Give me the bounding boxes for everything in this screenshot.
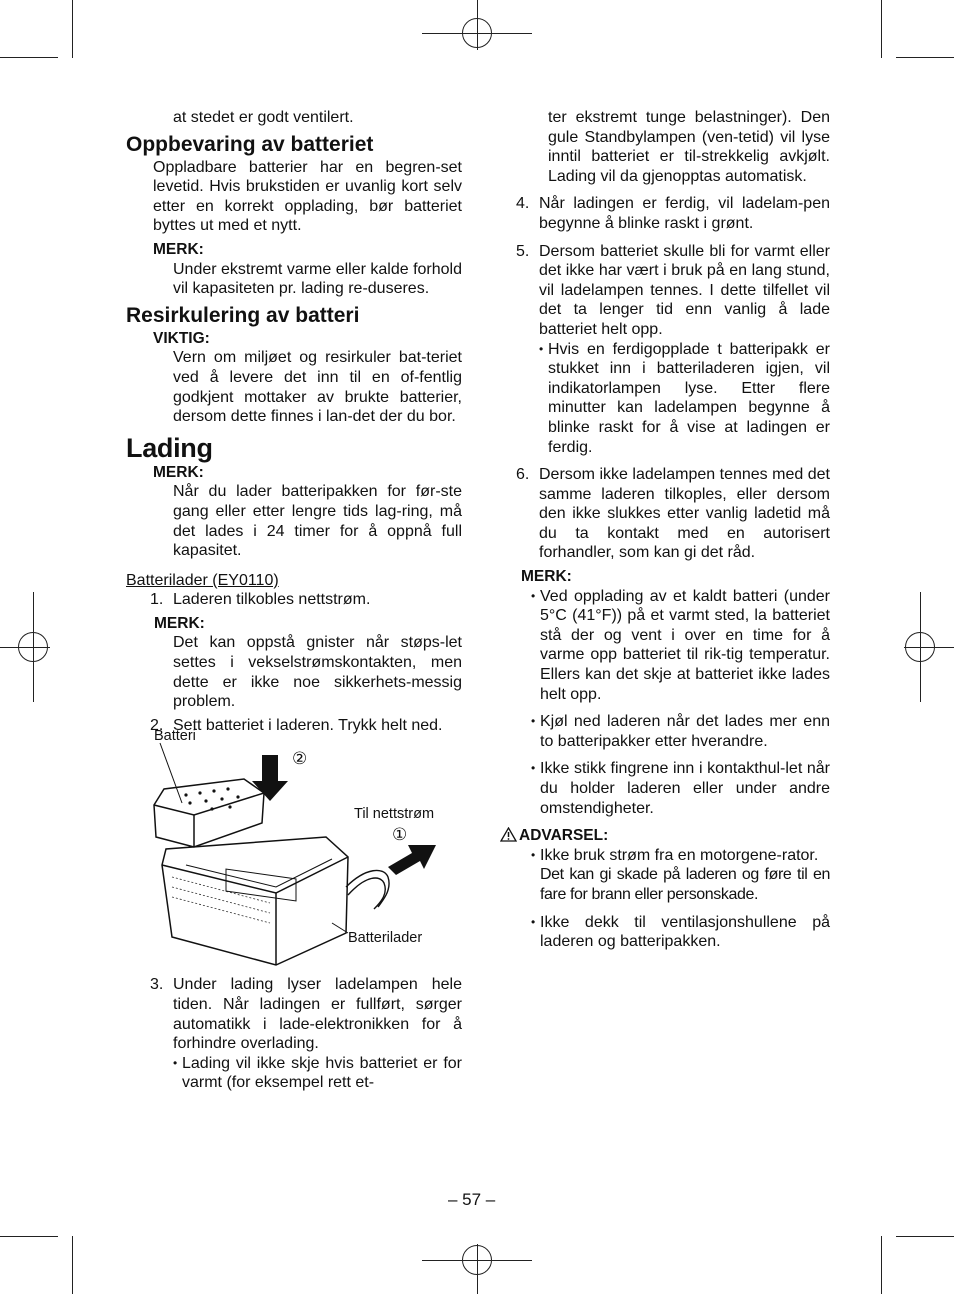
step-number: 2. <box>150 716 164 734</box>
step-text: Når ladingen er ferdig, vil ladelam-pen begynne å blinke raskt i grønt. <box>539 195 830 232</box>
heading-recycling: Resirkulering av batteri <box>126 303 360 327</box>
page-number: – 57 – <box>448 1190 496 1209</box>
bullet-dot: • <box>531 761 536 776</box>
step-4 <box>498 194 830 233</box>
charging-note-label: MERK: <box>153 463 204 481</box>
registration-circle <box>462 18 492 48</box>
crop-mark <box>0 1236 58 1237</box>
step1-note-body: Det kan oppstå gnister når støps-let settes i vekselstrømskontakten, men dette er ikke noe sikkerhets-messig problem. <box>173 634 462 711</box>
bullet-text: Hvis en ferdigopplade t batteripakk er stukket inn i batteriladeren igjen, vil indikatorlampen lyse. Etter flere minutter kan ladelampen begynne å blinke raskt for å vise at ladingen er ferdig. <box>548 340 830 456</box>
charger-title: Batterilader (EY0110) <box>126 571 279 589</box>
step1-note-label: MERK: <box>154 614 205 632</box>
step-text: Dersom ikke ladelampen tennes med det samme laderen tilkoples, eller dersom den ikke slukkes etter vanlig ladetid må du ta kontakt med en autorisert forhandler, som kan gi det råd. <box>539 466 830 562</box>
crop-mark <box>0 57 58 58</box>
step-3 <box>126 975 462 1053</box>
recycling-body: Vern om miljøet og resirkuler bat-teriet ved å levere det inn til en of-fentlig godkjent mottaker av brukte batterier, dersom dette finnes i lan-det der du bor. <box>173 349 462 426</box>
bullet-dot: • <box>173 1055 178 1070</box>
left-column <box>126 108 462 1093</box>
registration-circle <box>18 632 48 662</box>
note-label: MERK: <box>521 568 572 586</box>
marker-1: ① <box>392 825 408 845</box>
step-text: Under lading lyser ladelampen hele tiden. Når ladingen er fullført, sørger automatikk i lade-elektronikken for å forhindre overlading. <box>173 976 462 1053</box>
storage-note-body: Under ekstremt varme eller kalde forhold vil kapasiteten pr. lading re-duseres. <box>173 260 463 298</box>
step-text: Sett batteriet i laderen. Trykk helt ned. <box>173 716 443 734</box>
step-text: Laderen tilkobles nettstrøm. <box>173 591 371 609</box>
step-6 <box>498 465 830 563</box>
warning-triangle-icon <box>500 827 517 842</box>
storage-note-label: MERK: <box>153 240 204 258</box>
label-charger: Batterilader <box>348 930 423 947</box>
charging-note-body: Når du lader batteripakken for før-ste gang eller etter lengre tids lag-ring, må det lades i 24 timer for å oppnå full kapasitet. <box>173 483 462 560</box>
bullet-dot: • <box>531 847 536 862</box>
step-number: 3. <box>150 976 164 994</box>
step-text: Dersom batteriet skulle bli for varmt eller det ikke har vært i bruk på en lang stund, vil ladelampen tennes. I dette tilfellet vil det ta lenger tid enn vanlig å lade batteriet helt opp. <box>539 242 830 338</box>
bullet-text: Ikke dekk til ventilasjonshullene på laderen og batteripakken. <box>540 913 830 951</box>
crop-mark <box>881 0 882 58</box>
crop-mark <box>881 1236 882 1294</box>
charger-figure <box>126 728 462 975</box>
bullet-dot: • <box>531 714 536 729</box>
heading-charging: Lading <box>126 432 213 463</box>
right-column <box>498 108 830 952</box>
crop-mark <box>896 57 954 58</box>
step-number: 1. <box>150 591 164 609</box>
bullet-dot: • <box>531 588 536 603</box>
bullet-text: Ikke stikk fingrene inn i kontakthul-let når du holder laderen eller under andre omstendigheter. <box>540 760 830 817</box>
step-number: 4. <box>516 195 530 213</box>
warning-bullet-2 <box>498 913 830 952</box>
warning-heading <box>498 826 830 846</box>
crop-mark <box>72 0 73 58</box>
label-battery: Batteri <box>154 728 196 745</box>
warning-bullet-1 <box>498 846 830 905</box>
note-bullet-3 <box>498 759 830 818</box>
bullet-dot: • <box>539 341 544 356</box>
intro-line: at stedet er godt ventilert. <box>173 109 354 126</box>
step-1 <box>126 590 462 610</box>
bullet-text: Kjøl ned laderen når det lades mer enn to batteripakker etter hverandre. <box>540 713 830 750</box>
continued-text: ter ekstremt tunge belastninger). Den gule Standbylampen (ven-tetid) vil lyse inntil batteriet er til-strekkelig avkjølt. Lading vil da gjenopptas automatisk. <box>548 109 830 185</box>
registration-circle <box>905 632 935 662</box>
bullet-dot: • <box>531 914 536 929</box>
label-mains: Til nettstrøm <box>354 806 435 823</box>
crop-mark <box>896 1236 954 1237</box>
step5-bullet <box>498 340 830 458</box>
bullet-text: Lading vil ikke skje hvis batteriet er for varmt (for eksempel rett et- <box>182 1054 462 1092</box>
heading-storage: Oppbevaring av batteriet <box>126 132 374 156</box>
crop-mark <box>72 1236 73 1294</box>
recycling-important-label: VIKTIG: <box>153 329 210 347</box>
note-bullet-2 <box>498 712 830 751</box>
warning-label: ADVARSEL: <box>519 827 609 845</box>
step3-bullet <box>126 1054 462 1093</box>
note-bullet-1 <box>498 587 830 705</box>
step-number: 5. <box>516 242 530 260</box>
bullet-text: Ved opplading av et kaldt batteri (under 5°C (41°F)) på et varmt sted, la batteriet stå der og vent i over en time for å varme opp batteriet til rik-tig temperatur. Ellers kan det skje at batteriet ikke lades helt opp. <box>540 587 830 703</box>
bullet-extra-text: Det kan gi skade på laderen og føre til en fare for brann eller personskade. <box>540 866 830 903</box>
step-5 <box>498 242 830 340</box>
storage-body: Oppladbare batterier har en begren-set levetid. Hvis brukstiden er uvanlig kort selv etter en korrekt opplading, bør batteriet byttes ut med et nytt. <box>153 158 462 235</box>
registration-circle <box>462 1245 492 1275</box>
marker-2: ② <box>292 749 308 769</box>
step-number: 6. <box>516 466 530 484</box>
bullet-text: Ikke bruk strøm fra en motorgene-rator. <box>540 846 819 864</box>
